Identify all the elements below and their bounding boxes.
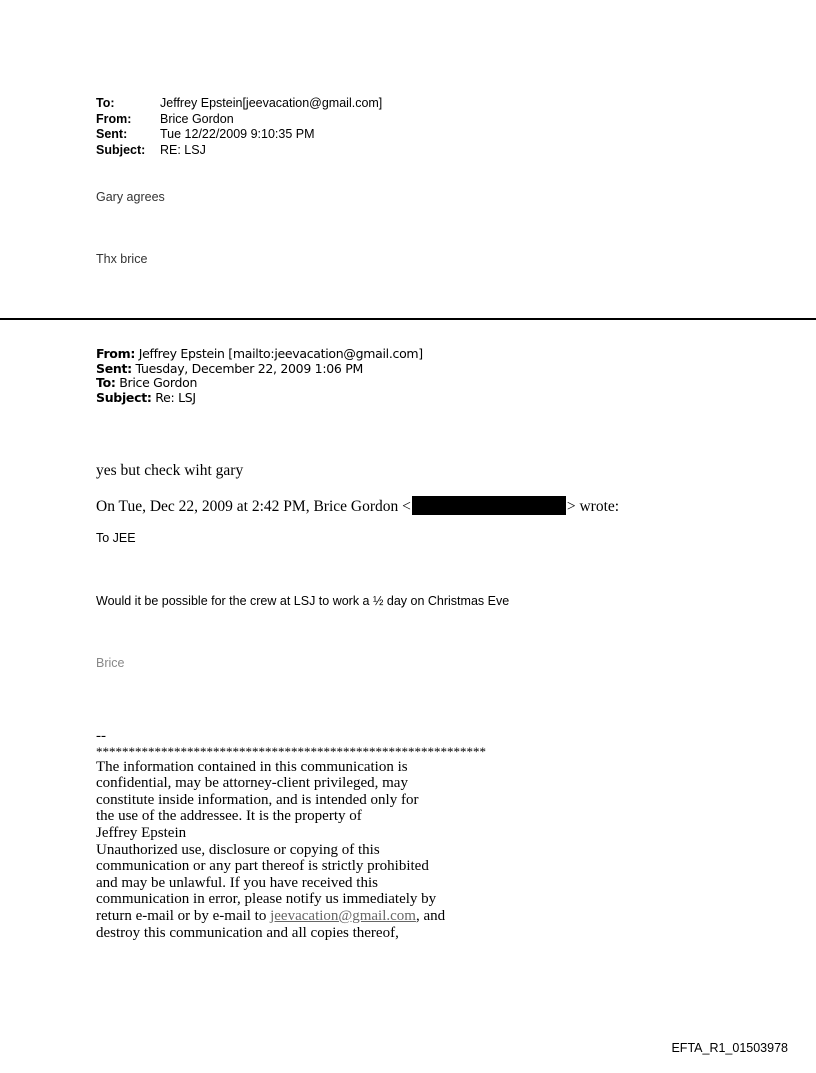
quoted-to-label: To:: [96, 375, 116, 390]
message-header: [96, 96, 382, 158]
subject-label: Subject:: [96, 142, 146, 157]
from-value: Brice Gordon: [160, 111, 234, 126]
quoted-subject-label: Subject:: [96, 389, 152, 405]
disclaimer-line: constitute inside information, and is intended only for: [96, 791, 419, 808]
body-line-2: Thx brice: [96, 252, 148, 266]
to-label: To:: [96, 96, 115, 110]
disclaimer-final-line: destroy this communication and all copies thereof,: [96, 924, 399, 941]
disclaimer-line: Unauthorized use, disclosure or copying of this: [96, 841, 380, 858]
body-line-1: Gary agrees: [96, 190, 165, 204]
quoted-from-value: Jeffrey Epstein [mailto:jeevacation@gmail.com]: [135, 346, 423, 361]
disclaimer-line: the use of the addressee. It is the property of: [96, 808, 362, 825]
signature-text: Brice: [96, 656, 125, 670]
quoted-sent-value: Tuesday, December 22, 2009 1:06 PM: [131, 360, 363, 376]
quoted-subject-row: [96, 391, 423, 406]
quoted-sent-row: [96, 362, 423, 377]
to-value: Jeffrey Epstein[jeevacation@gmail.com]: [160, 96, 383, 110]
disclaimer-email-suffix: , and: [415, 907, 446, 924]
disclaimer: [96, 728, 486, 941]
to-row: [96, 96, 382, 112]
attribution-suffix: > wrote:: [566, 498, 620, 515]
disclaimer-email-link[interactable]: jeevacation@gmail.com: [270, 907, 416, 924]
disclaimer-line: Jeffrey Epstein: [96, 824, 187, 841]
disclaimer-line: and may be unlawful. If you have received this: [96, 874, 378, 891]
quoted-subject-value: Re: LSJ: [151, 389, 196, 405]
disclaimer-line: confidential, may be attorney-client privileged, may: [96, 775, 408, 792]
subject-row: [96, 143, 382, 159]
disclaimer-line: The information contained in this communication is: [96, 758, 408, 775]
quoted-to-row: [96, 376, 423, 391]
document-id: EFTA_R1_01503978: [671, 1041, 788, 1055]
greeting-text: To JEE: [96, 531, 136, 545]
quoted-from-row: [96, 347, 423, 362]
from-row: [96, 112, 382, 128]
quoted-header: [96, 347, 423, 405]
attribution-prefix: On Tue, Dec 22, 2009 at 2:42 PM, Brice Gordon <: [96, 498, 411, 515]
disclaimer-stars: ************************************************************: [96, 743, 486, 759]
disclaimer-line: communication or any part thereof is strictly prohibited: [96, 858, 429, 875]
disclaimer-email-line: [96, 908, 486, 925]
question-text: Would it be possible for the crew at LSJ to work a ½ day on Christmas Eve: [96, 594, 510, 608]
quoted-to-value: Brice Gordon: [115, 375, 198, 390]
quoted-sent-label: Sent:: [96, 360, 132, 376]
subject-value: RE: LSJ: [160, 142, 206, 157]
disclaimer-dashes: --: [96, 728, 106, 744]
from-label: From:: [96, 111, 132, 126]
quoted-from-label: From:: [96, 346, 136, 361]
disclaimer-line: communication in error, please notify us immediately by: [96, 891, 437, 908]
redaction-box: [412, 496, 566, 515]
message-divider: [0, 318, 816, 320]
reply-text: yes but check wiht gary: [96, 462, 244, 479]
sent-value: Tue 12/22/2009 9:10:35 PM: [160, 127, 315, 141]
sent-label: Sent:: [96, 127, 128, 141]
sent-row: [96, 127, 382, 143]
attribution-line: [96, 496, 619, 516]
disclaimer-email-prefix: return e-mail or by e-mail to: [96, 907, 271, 924]
